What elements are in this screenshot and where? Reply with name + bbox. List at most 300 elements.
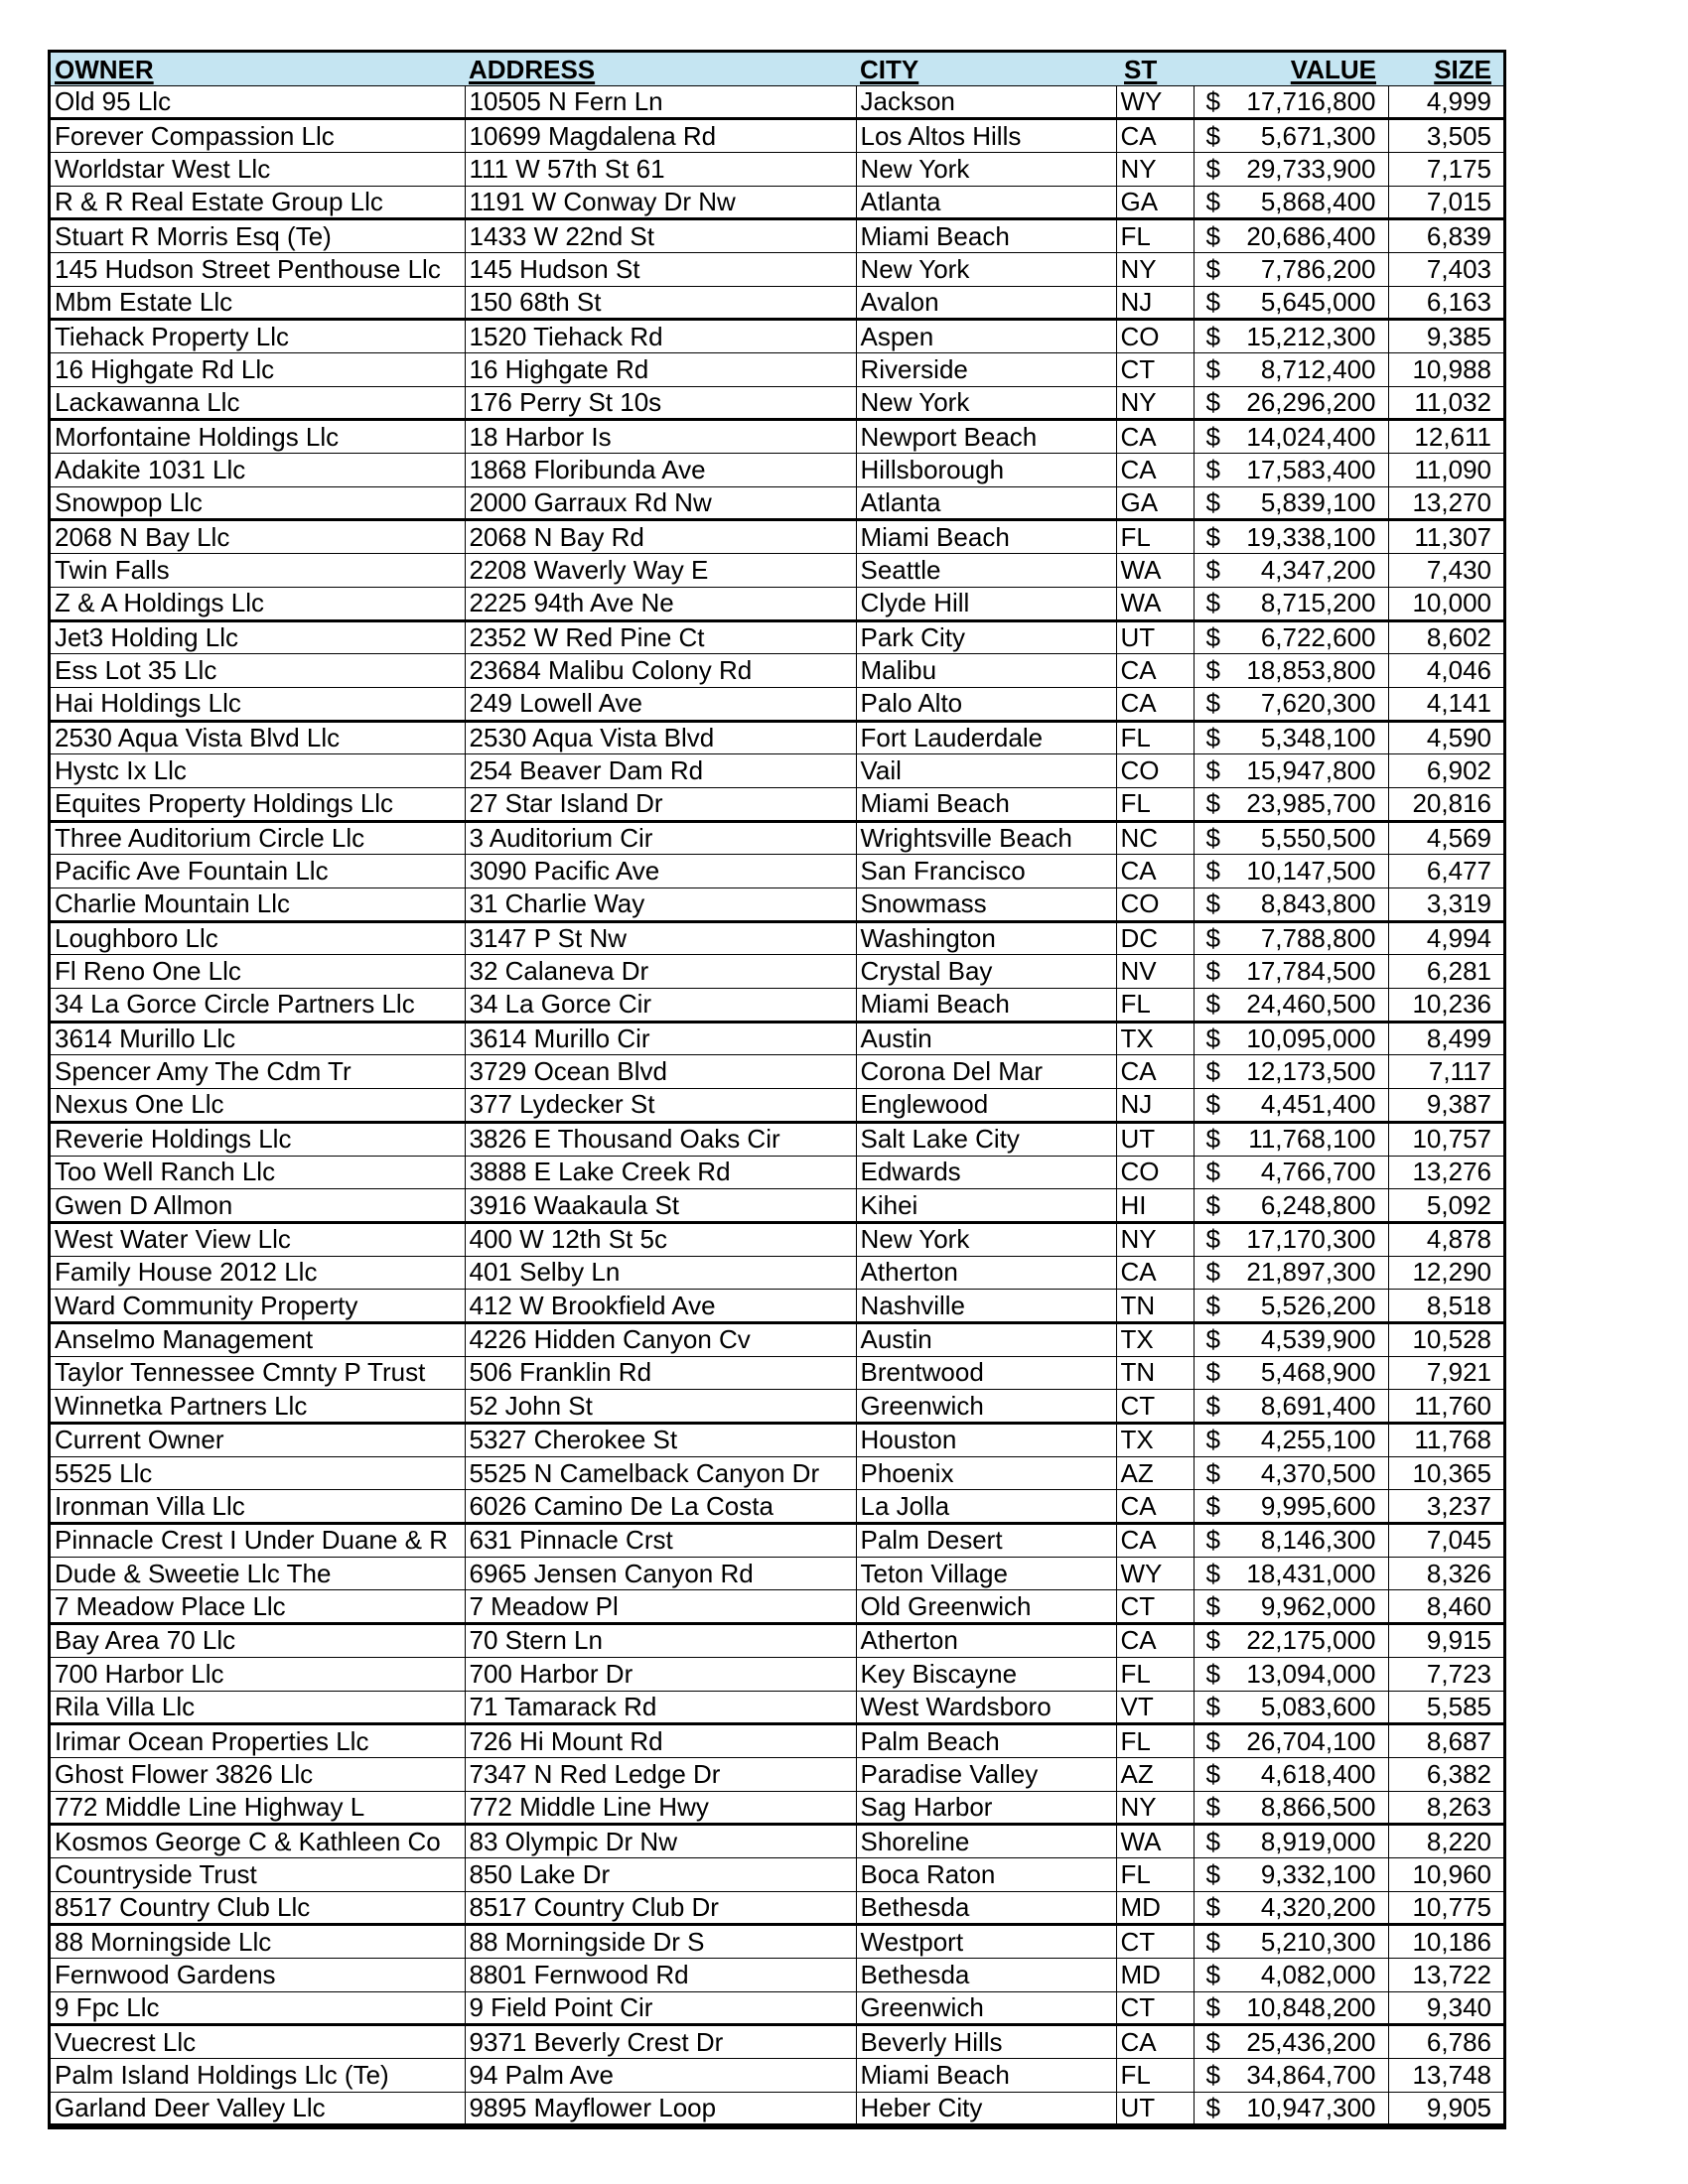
city-cell: New York (856, 252, 1116, 286)
size-cell: 13,276 (1388, 1156, 1503, 1189)
size-cell: 9,905 (1388, 2092, 1503, 2125)
value-amount: 18,853,800 (1246, 655, 1376, 686)
state-cell: NC (1116, 821, 1194, 855)
city-cell: Atlanta (856, 186, 1116, 219)
value-cell (1194, 1256, 1388, 1290)
city-cell: Palo Alto (856, 687, 1116, 721)
currency-symbol: $ (1205, 621, 1220, 652)
value-cell (1194, 989, 1388, 1023)
size-cell: 6,902 (1388, 754, 1503, 788)
currency-symbol: $ (1205, 1992, 1220, 2023)
size-cell: 7,045 (1388, 1524, 1503, 1558)
currency-symbol: $ (1205, 1189, 1220, 1220)
value-cell (1194, 186, 1388, 219)
size-cell: 12,290 (1388, 1256, 1503, 1290)
address-cell: 9371 Beverly Crest Dr (465, 2025, 856, 2059)
value-cell (1194, 520, 1388, 554)
owner-cell: R & R Real Estate Group Llc (51, 186, 465, 219)
owner-cell: Charlie Mountain Llc (51, 888, 465, 922)
owner-cell: Palm Island Holdings Llc (Te) (51, 2059, 465, 2093)
city-cell: Riverside (856, 353, 1116, 387)
city-cell: Beverly Hills (856, 2025, 1116, 2059)
owner-cell: 9 Fpc Llc (51, 1991, 465, 2025)
size-cell: 11,760 (1388, 1390, 1503, 1424)
currency-symbol: $ (1205, 253, 1220, 284)
city-cell: Malibu (856, 654, 1116, 688)
currency-symbol: $ (1205, 1926, 1220, 1957)
city-cell: Avalon (856, 286, 1116, 320)
table-row (51, 1691, 1503, 1724)
table-row (51, 186, 1503, 219)
value-amount: 4,539,900 (1260, 1324, 1376, 1355)
state-cell: NV (1116, 955, 1194, 989)
property-table-container (48, 50, 1506, 2129)
size-cell: 4,046 (1388, 654, 1503, 688)
city-cell: San Francisco (856, 855, 1116, 888)
currency-symbol: $ (1205, 755, 1220, 786)
state-cell: CA (1116, 2025, 1194, 2059)
city-cell: Palm Desert (856, 1524, 1116, 1558)
table-row (51, 1724, 1503, 1758)
value-cell (1194, 252, 1388, 286)
value-cell (1194, 2025, 1388, 2059)
size-cell: 5,585 (1388, 1691, 1503, 1724)
owner-cell: 772 Middle Line Highway L (51, 1791, 465, 1825)
owner-cell: Taylor Tennessee Cmnty P Trust (51, 1356, 465, 1390)
value-cell (1194, 152, 1388, 186)
size-cell: 3,319 (1388, 888, 1503, 922)
state-cell: CA (1116, 687, 1194, 721)
address-cell: 3729 Ocean Blvd (465, 1055, 856, 1089)
currency-symbol: $ (1205, 521, 1220, 552)
value-amount: 10,147,500 (1246, 856, 1376, 887)
address-cell: 32 Calaneva Dr (465, 955, 856, 989)
state-cell: FL (1116, 1857, 1194, 1891)
value-amount: 20,686,400 (1246, 220, 1376, 251)
city-cell: Aspen (856, 320, 1116, 353)
value-amount: 12,173,500 (1246, 1056, 1376, 1087)
currency-symbol: $ (1205, 2093, 1220, 2123)
currency-symbol: $ (1205, 1024, 1220, 1054)
city-cell: Heber City (856, 2092, 1116, 2125)
column-header-size: SIZE (1434, 54, 1491, 84)
city-cell: Bethesda (856, 1959, 1116, 1992)
owner-cell: Pinnacle Crest I Under Duane & R (51, 1524, 465, 1558)
value-amount: 17,170,300 (1246, 1224, 1376, 1255)
value-cell (1194, 1390, 1388, 1424)
table-row (51, 754, 1503, 788)
size-cell: 7,430 (1388, 554, 1503, 588)
city-cell: Sag Harbor (856, 1791, 1116, 1825)
currency-symbol: $ (1205, 1357, 1220, 1388)
value-amount: 34,864,700 (1246, 2059, 1376, 2090)
size-cell: 7,015 (1388, 186, 1503, 219)
state-cell: HI (1116, 1189, 1194, 1223)
value-cell (1194, 1356, 1388, 1390)
table-row (51, 1925, 1503, 1959)
table-row (51, 1290, 1503, 1323)
currency-symbol: $ (1205, 1691, 1220, 1721)
value-amount: 4,082,000 (1260, 1959, 1376, 1989)
currency-symbol: $ (1205, 788, 1220, 819)
state-cell: FL (1116, 520, 1194, 554)
owner-cell: Stuart R Morris Esq (Te) (51, 219, 465, 253)
address-cell: 7347 N Red Ledge Dr (465, 1757, 856, 1791)
value-cell (1194, 420, 1388, 454)
value-cell (1194, 1825, 1388, 1858)
address-cell: 850 Lake Dr (465, 1857, 856, 1891)
value-amount: 8,843,800 (1260, 888, 1376, 919)
value-cell (1194, 353, 1388, 387)
address-cell: 8517 Country Club Dr (465, 1891, 856, 1925)
state-cell: NY (1116, 152, 1194, 186)
table-row (51, 721, 1503, 754)
state-cell: UT (1116, 2092, 1194, 2125)
currency-symbol: $ (1205, 1425, 1220, 1455)
owner-cell: Forever Compassion Llc (51, 119, 465, 153)
value-amount: 22,175,000 (1246, 1625, 1376, 1656)
address-cell: 1520 Tiehack Rd (465, 320, 856, 353)
currency-symbol: $ (1205, 353, 1220, 384)
value-amount: 15,212,300 (1246, 321, 1376, 351)
state-cell: CT (1116, 353, 1194, 387)
address-cell: 150 68th St (465, 286, 856, 320)
table-row (51, 855, 1503, 888)
table-row (51, 1356, 1503, 1390)
value-cell (1194, 1590, 1388, 1624)
value-amount: 4,618,400 (1260, 1758, 1376, 1789)
address-cell: 772 Middle Line Hwy (465, 1791, 856, 1825)
size-cell: 5,092 (1388, 1189, 1503, 1223)
address-cell: 16 Highgate Rd (465, 353, 856, 387)
currency-symbol: $ (1205, 1390, 1220, 1421)
currency-symbol: $ (1205, 1891, 1220, 1922)
table-row (51, 1390, 1503, 1424)
value-cell (1194, 1925, 1388, 1959)
value-amount: 5,868,400 (1260, 186, 1376, 216)
size-cell: 12,611 (1388, 420, 1503, 454)
currency-symbol: $ (1205, 722, 1220, 752)
value-cell (1194, 1724, 1388, 1758)
value-cell (1194, 754, 1388, 788)
city-cell: Snowmass (856, 888, 1116, 922)
size-cell: 9,385 (1388, 320, 1503, 353)
size-cell: 8,687 (1388, 1724, 1503, 1758)
value-amount: 5,645,000 (1260, 286, 1376, 317)
table-row (51, 1322, 1503, 1356)
address-cell: 34 La Gorce Cir (465, 989, 856, 1023)
currency-symbol: $ (1205, 1490, 1220, 1521)
city-cell: Newport Beach (856, 420, 1116, 454)
owner-cell: Worldstar West Llc (51, 152, 465, 186)
city-cell: Shoreline (856, 1825, 1116, 1858)
size-cell: 4,590 (1388, 721, 1503, 754)
address-cell: 700 Harbor Dr (465, 1657, 856, 1691)
table-row (51, 1456, 1503, 1490)
city-cell: Park City (856, 620, 1116, 654)
value-amount: 10,095,000 (1246, 1024, 1376, 1054)
table-row (51, 654, 1503, 688)
state-cell: WY (1116, 1557, 1194, 1590)
value-cell (1194, 1490, 1388, 1524)
address-cell: 111 W 57th St 61 (465, 152, 856, 186)
table-row (51, 687, 1503, 721)
address-cell: 412 W Brookfield Ave (465, 1290, 856, 1323)
value-cell (1194, 1959, 1388, 1992)
state-cell: CO (1116, 754, 1194, 788)
owner-cell: Kosmos George C & Kathleen Co (51, 1825, 465, 1858)
state-cell: UT (1116, 1122, 1194, 1156)
address-cell: 18 Harbor Is (465, 420, 856, 454)
owner-cell: Family House 2012 Llc (51, 1256, 465, 1290)
city-cell: Clyde Hill (856, 587, 1116, 620)
address-cell: 70 Stern Ln (465, 1624, 856, 1658)
state-cell: NY (1116, 252, 1194, 286)
value-amount: 8,146,300 (1260, 1525, 1376, 1556)
size-cell: 8,263 (1388, 1791, 1503, 1825)
size-cell: 6,839 (1388, 219, 1503, 253)
address-cell: 31 Charlie Way (465, 888, 856, 922)
value-cell (1194, 1624, 1388, 1658)
currency-symbol: $ (1205, 2026, 1220, 2057)
size-cell: 6,786 (1388, 2025, 1503, 2059)
owner-cell: Ward Community Property (51, 1290, 465, 1323)
value-cell (1194, 286, 1388, 320)
city-cell: Miami Beach (856, 989, 1116, 1023)
currency-symbol: $ (1205, 487, 1220, 518)
state-cell: CA (1116, 1256, 1194, 1290)
table-row (51, 587, 1503, 620)
value-cell (1194, 320, 1388, 353)
city-cell: Miami Beach (856, 219, 1116, 253)
currency-symbol: $ (1205, 1826, 1220, 1856)
table-row (51, 1055, 1503, 1089)
value-amount: 5,671,300 (1260, 120, 1376, 151)
currency-symbol: $ (1205, 454, 1220, 484)
state-cell: CO (1116, 888, 1194, 922)
state-cell: FL (1116, 1657, 1194, 1691)
value-amount: 6,248,800 (1260, 1189, 1376, 1220)
state-cell: CA (1116, 855, 1194, 888)
state-cell: UT (1116, 620, 1194, 654)
currency-symbol: $ (1205, 888, 1220, 919)
address-cell: 726 Hi Mount Rd (465, 1724, 856, 1758)
address-cell: 2530 Aqua Vista Blvd (465, 721, 856, 754)
table-row (51, 454, 1503, 487)
currency-symbol: $ (1205, 1590, 1220, 1621)
currency-symbol: $ (1205, 220, 1220, 251)
city-cell: Corona Del Mar (856, 1055, 1116, 1089)
state-cell: NJ (1116, 286, 1194, 320)
state-cell: TX (1116, 1424, 1194, 1457)
city-cell: Austin (856, 1022, 1116, 1055)
table-row (51, 955, 1503, 989)
value-amount: 5,210,300 (1260, 1926, 1376, 1957)
size-cell: 9,915 (1388, 1624, 1503, 1658)
value-amount: 4,766,700 (1260, 1157, 1376, 1187)
state-cell: MD (1116, 1959, 1194, 1992)
size-cell: 4,999 (1388, 85, 1503, 119)
value-cell (1194, 1791, 1388, 1825)
table-row (51, 1757, 1503, 1791)
value-amount: 9,962,000 (1260, 1590, 1376, 1621)
owner-cell: Twin Falls (51, 554, 465, 588)
owner-cell: Winnetka Partners Llc (51, 1390, 465, 1424)
currency-symbol: $ (1205, 286, 1220, 317)
city-cell: Seattle (856, 554, 1116, 588)
value-cell (1194, 1657, 1388, 1691)
table-row (51, 1891, 1503, 1925)
table-row (51, 486, 1503, 520)
currency-symbol: $ (1205, 1089, 1220, 1120)
owner-cell: Anselmo Management (51, 1322, 465, 1356)
city-cell: Miami Beach (856, 787, 1116, 821)
value-amount: 4,370,500 (1260, 1457, 1376, 1488)
owner-cell: 8517 Country Club Llc (51, 1891, 465, 1925)
city-cell: West Wardsboro (856, 1691, 1116, 1724)
owner-cell: Old 95 Llc (51, 85, 465, 119)
state-cell: TN (1116, 1290, 1194, 1323)
address-cell: 2352 W Red Pine Ct (465, 620, 856, 654)
address-cell: 3090 Pacific Ave (465, 855, 856, 888)
currency-symbol: $ (1205, 923, 1220, 954)
city-cell: Old Greenwich (856, 1590, 1116, 1624)
currency-symbol: $ (1205, 153, 1220, 184)
value-cell (1194, 620, 1388, 654)
size-cell: 11,307 (1388, 520, 1503, 554)
owner-cell: Current Owner (51, 1424, 465, 1457)
value-cell (1194, 855, 1388, 888)
address-cell: 3826 E Thousand Oaks Cir (465, 1122, 856, 1156)
column-header-city: CITY (860, 54, 919, 84)
value-amount: 23,985,700 (1246, 788, 1376, 819)
state-cell: CA (1116, 1524, 1194, 1558)
value-cell (1194, 85, 1388, 119)
owner-cell: Dude & Sweetie Llc The (51, 1557, 465, 1590)
table-row (51, 1256, 1503, 1290)
table-row (51, 85, 1503, 119)
size-cell: 13,270 (1388, 486, 1503, 520)
currency-symbol: $ (1205, 554, 1220, 585)
state-cell: FL (1116, 989, 1194, 1023)
value-cell (1194, 687, 1388, 721)
address-cell: 52 John St (465, 1390, 856, 1424)
address-cell: 6026 Camino De La Costa (465, 1490, 856, 1524)
currency-symbol: $ (1205, 688, 1220, 719)
address-cell: 88 Morningside Dr S (465, 1925, 856, 1959)
table-body (51, 85, 1503, 2125)
value-cell (1194, 454, 1388, 487)
owner-cell: Jet3 Holding Llc (51, 620, 465, 654)
size-cell: 10,236 (1388, 989, 1503, 1023)
city-cell: Salt Lake City (856, 1122, 1116, 1156)
currency-symbol: $ (1205, 85, 1220, 116)
value-amount: 5,550,500 (1260, 822, 1376, 853)
state-cell: AZ (1116, 1757, 1194, 1791)
table-row (51, 2059, 1503, 2093)
address-cell: 71 Tamarack Rd (465, 1691, 856, 1724)
currency-symbol: $ (1205, 1791, 1220, 1822)
owner-cell: West Water View Llc (51, 1222, 465, 1256)
currency-symbol: $ (1205, 956, 1220, 987)
value-cell (1194, 654, 1388, 688)
state-cell: VT (1116, 1691, 1194, 1724)
owner-cell: Lackawanna Llc (51, 386, 465, 420)
currency-symbol: $ (1205, 321, 1220, 351)
address-cell: 1433 W 22nd St (465, 219, 856, 253)
value-amount: 17,716,800 (1246, 85, 1376, 116)
table-row (51, 1022, 1503, 1055)
value-amount: 25,436,200 (1246, 2026, 1376, 2057)
owner-cell: 2530 Aqua Vista Blvd Llc (51, 721, 465, 754)
value-amount: 5,348,100 (1260, 722, 1376, 752)
currency-symbol: $ (1205, 588, 1220, 618)
currency-symbol: $ (1205, 421, 1220, 452)
state-cell: FL (1116, 2059, 1194, 2093)
city-cell: Nashville (856, 1290, 1116, 1323)
state-cell: DC (1116, 921, 1194, 955)
value-amount: 8,919,000 (1260, 1826, 1376, 1856)
table-row (51, 1189, 1503, 1223)
currency-symbol: $ (1205, 1457, 1220, 1488)
address-cell: 10505 N Fern Ln (465, 85, 856, 119)
owner-cell: Bay Area 70 Llc (51, 1624, 465, 1658)
value-cell (1194, 1055, 1388, 1089)
size-cell: 10,960 (1388, 1857, 1503, 1891)
owner-cell: 7 Meadow Place Llc (51, 1590, 465, 1624)
table-row (51, 1624, 1503, 1658)
currency-symbol: $ (1205, 1056, 1220, 1087)
table-row (51, 787, 1503, 821)
table-row (51, 1222, 1503, 1256)
value-amount: 5,083,600 (1260, 1691, 1376, 1721)
value-amount: 5,468,900 (1260, 1357, 1376, 1388)
value-amount: 26,704,100 (1246, 1725, 1376, 1756)
address-cell: 10699 Magdalena Rd (465, 119, 856, 153)
city-cell: Englewood (856, 1089, 1116, 1123)
owner-cell: Gwen D Allmon (51, 1189, 465, 1223)
size-cell: 6,382 (1388, 1757, 1503, 1791)
value-cell (1194, 1156, 1388, 1189)
value-amount: 8,691,400 (1260, 1390, 1376, 1421)
value-cell (1194, 587, 1388, 620)
address-cell: 9 Field Point Cir (465, 1991, 856, 2025)
state-cell: NY (1116, 386, 1194, 420)
owner-cell: Spencer Amy The Cdm Tr (51, 1055, 465, 1089)
address-cell: 6965 Jensen Canyon Rd (465, 1557, 856, 1590)
currency-symbol: $ (1205, 1959, 1220, 1989)
city-cell: Key Biscayne (856, 1657, 1116, 1691)
currency-symbol: $ (1205, 120, 1220, 151)
value-amount: 4,451,400 (1260, 1089, 1376, 1120)
address-cell: 2208 Waverly Way E (465, 554, 856, 588)
value-cell (1194, 1222, 1388, 1256)
state-cell: CA (1116, 119, 1194, 153)
city-cell: Paradise Valley (856, 1757, 1116, 1791)
value-amount: 8,712,400 (1260, 353, 1376, 384)
state-cell: CA (1116, 1490, 1194, 1524)
currency-symbol: $ (1205, 1324, 1220, 1355)
city-cell: La Jolla (856, 1490, 1116, 1524)
currency-symbol: $ (1205, 989, 1220, 1020)
value-amount: 29,733,900 (1246, 153, 1376, 184)
table-row (51, 554, 1503, 588)
address-cell: 400 W 12th St 5c (465, 1222, 856, 1256)
address-cell: 8801 Fernwood Rd (465, 1959, 856, 1992)
value-cell (1194, 119, 1388, 153)
value-amount: 8,715,200 (1260, 588, 1376, 618)
value-amount: 6,722,600 (1260, 621, 1376, 652)
